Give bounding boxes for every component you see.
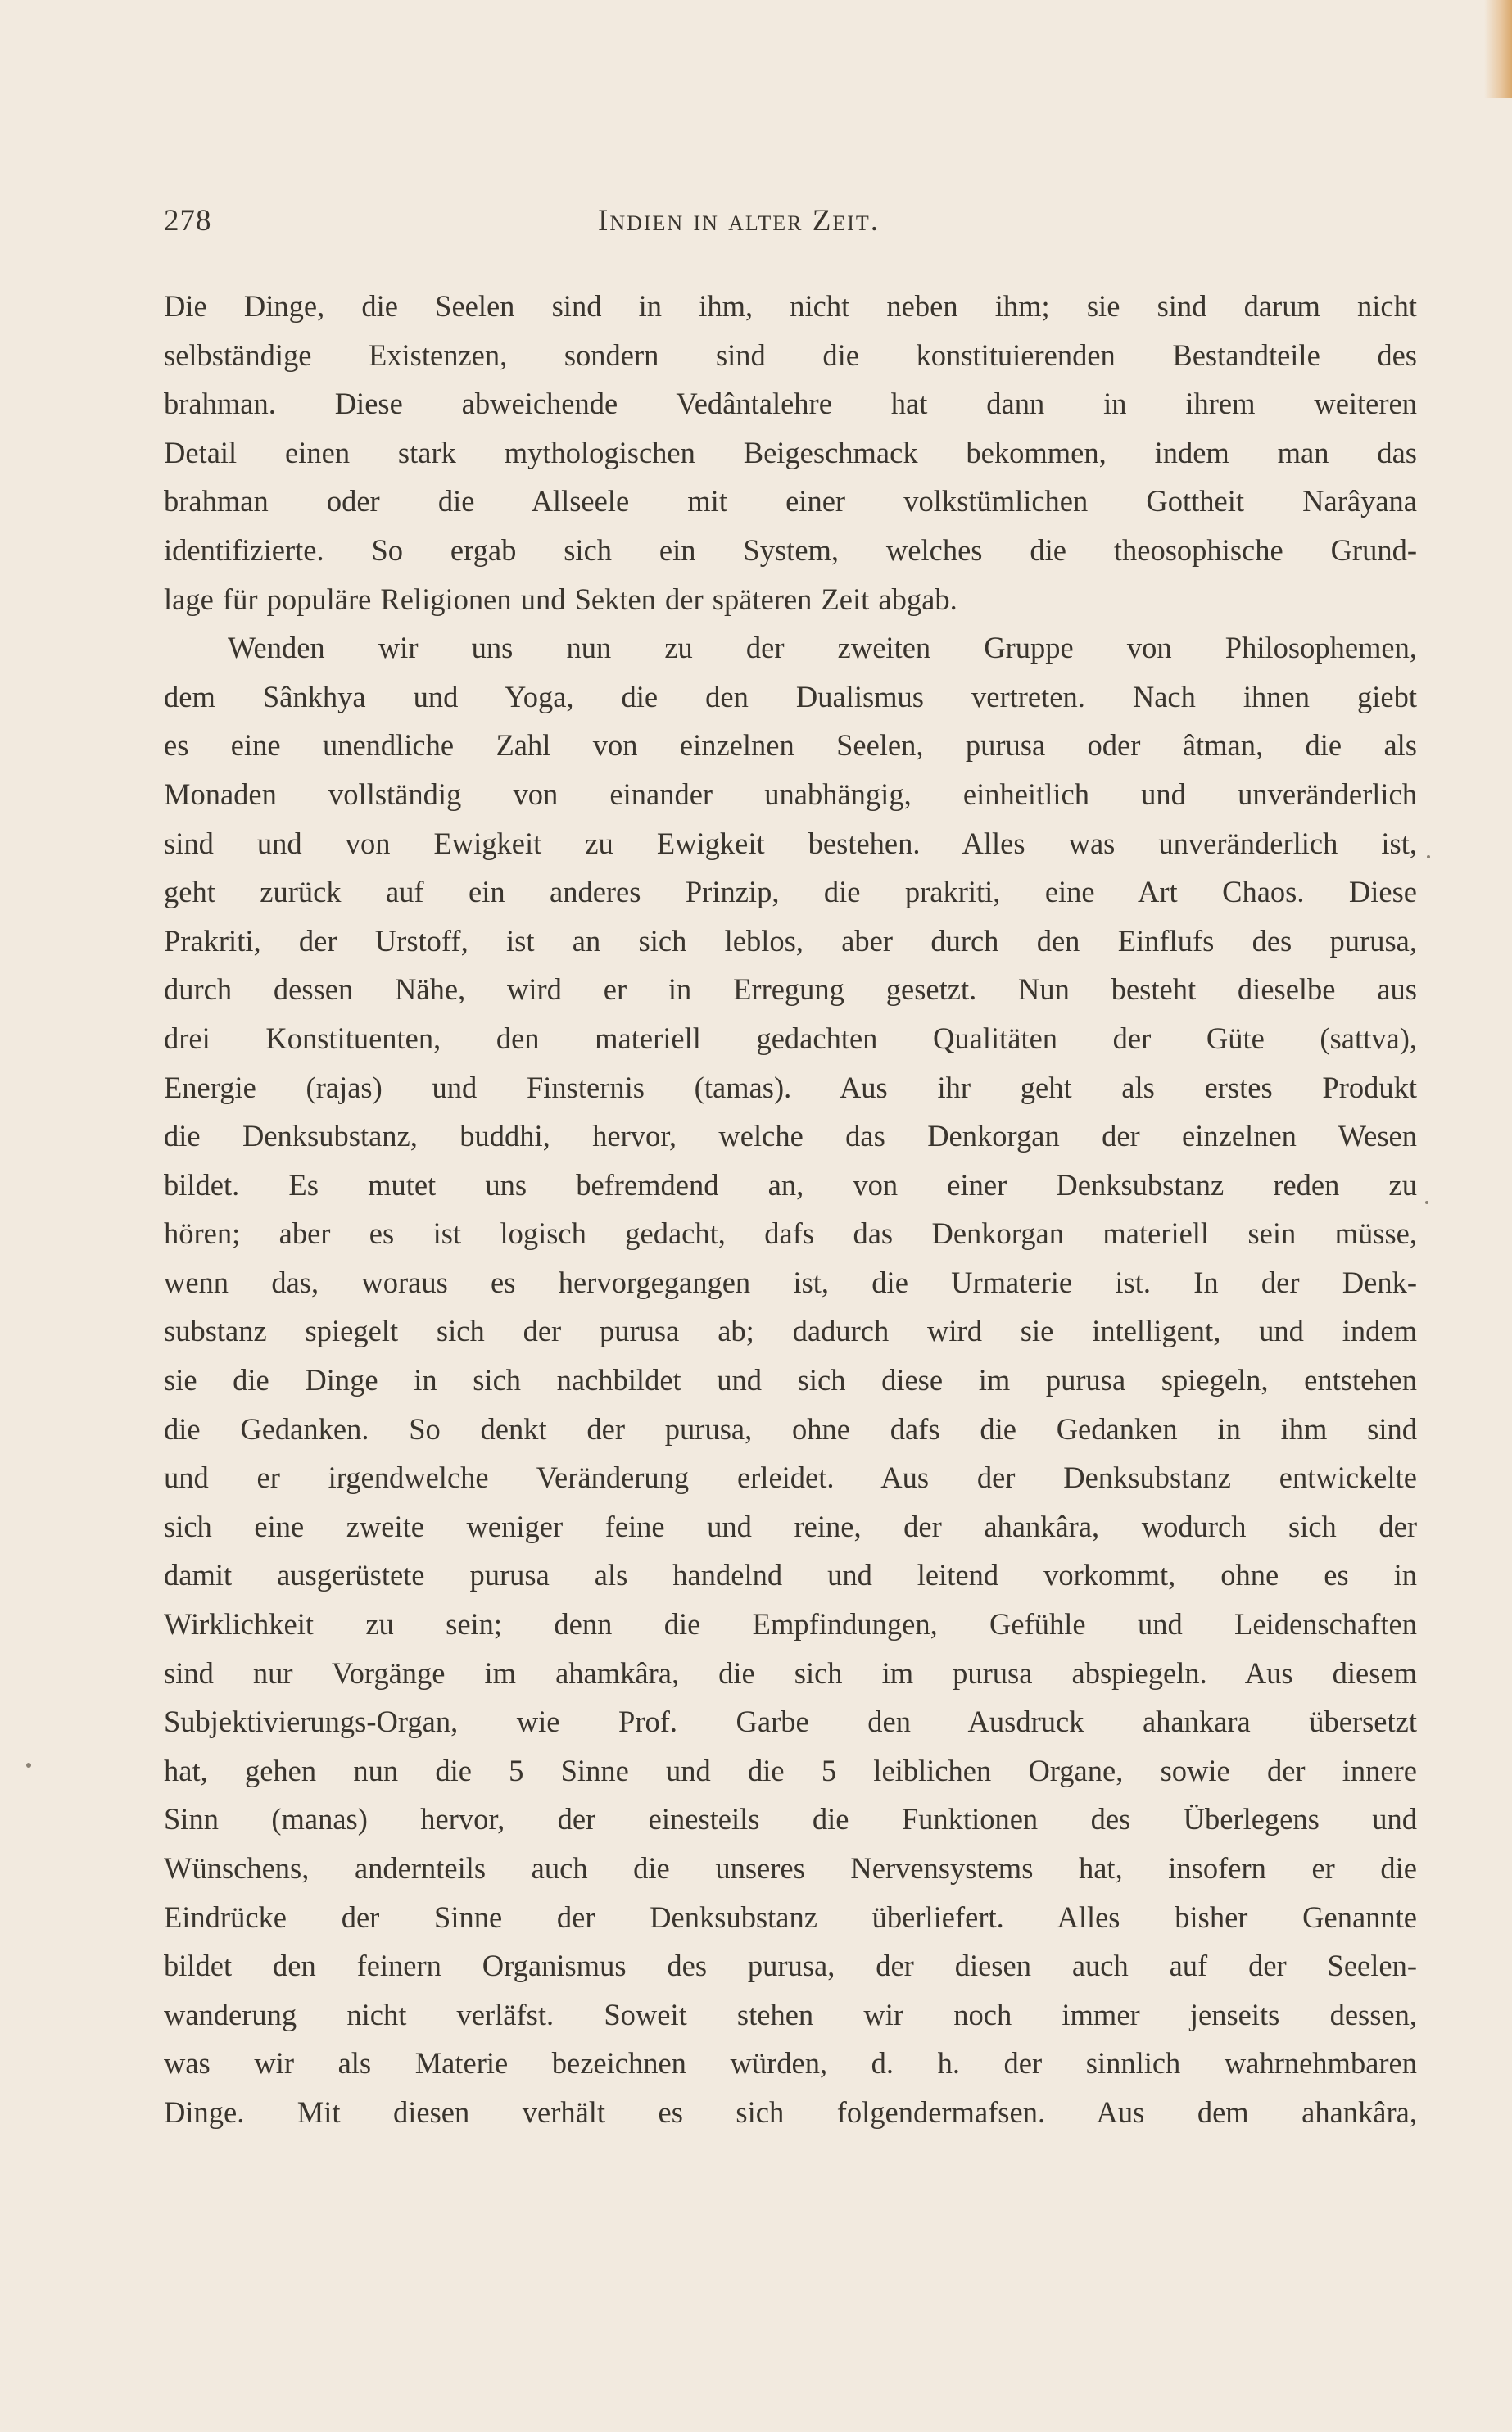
ink-speck xyxy=(1425,1201,1428,1204)
text-line: durch dessen Nähe, wird er in Erregung gesetzt. Nun besteht dieselbe aus xyxy=(164,972,1417,1007)
page-edge-stain xyxy=(1484,0,1512,98)
text-line: Dinge. Mit diesen verhält es sich folgendermafsen. Aus dem ahankâra, xyxy=(164,2095,1417,2129)
text-line: hören; aber es ist logisch gedacht, dafs das Denkorgan materiell sein müsse, xyxy=(164,1216,1417,1251)
text-line: Prakriti, der Urstoff, ist an sich leblos, aber durch den Einflufs des purusa, xyxy=(164,923,1417,958)
text-line: Wirklichkeit zu sein; denn die Empfindungen, Gefühle und Leidenschaften xyxy=(164,1607,1417,1642)
text-line: wenn das, woraus es hervorgegangen ist, die Urmaterie ist. In der Denk- xyxy=(164,1265,1417,1299)
body-text xyxy=(164,282,1417,2137)
running-head xyxy=(164,203,1417,244)
text-line: bildet. Es mutet uns befremdend an, von einer Denksubstanz reden zu xyxy=(164,1167,1417,1202)
text-line: Subjektivierungs-Organ, wie Prof. Garbe den Ausdruck ahankara übersetzt xyxy=(164,1705,1417,1739)
text-line: sie die Dinge in sich nachbildet und sich diese im purusa spiegeln, entstehen xyxy=(164,1363,1417,1397)
text-line: wanderung nicht verläfst. Soweit stehen wir noch immer jenseits dessen, xyxy=(164,1997,1417,2031)
text-line: damit ausgerüstete purusa als handelnd und leitend vorkommt, ohne es in xyxy=(164,1558,1417,1592)
text-line: geht zurück auf ein anderes Prinzip, die prakriti, eine Art Chaos. Diese xyxy=(164,875,1417,909)
text-line: Eindrücke der Sinne der Denksubstanz überliefert. Alles bisher Genannte xyxy=(164,1900,1417,1934)
text-line: selbständige Existenzen, sondern sind die konstituierenden Bestandteile des xyxy=(164,337,1417,372)
text-line: Wünschens, andernteils auch die unseres Nervensystems hat, insofern er die xyxy=(164,1851,1417,1885)
text-line: was wir als Materie bezeichnen würden, d. h. der sinnlich wahrnehmbaren xyxy=(164,2046,1417,2081)
text-line: es eine unendliche Zahl von einzelnen Seelen, purusa oder âtman, die als xyxy=(164,728,1417,763)
text-line: Energie (rajas) und Finsternis (tamas). Aus ihr geht als erstes Produkt xyxy=(164,1070,1417,1104)
text-line: sind nur Vorgänge im ahamkâra, die sich im purusa abspiegeln. Aus diesem xyxy=(164,1655,1417,1690)
text-line: brahman. Diese abweichende Vedântalehre hat dann in ihrem weiteren xyxy=(164,387,1417,421)
text-line: bildet den feinern Organismus des purusa, der diesen auch auf der Seelen- xyxy=(164,1949,1417,1983)
running-title: Indien in alter Zeit. xyxy=(598,204,880,238)
ink-speck xyxy=(26,1763,31,1768)
ink-speck xyxy=(1427,855,1430,858)
text-line: drei Konstituenten, den materiell gedachten Qualitäten der Güte (sattva), xyxy=(164,1021,1417,1055)
text-line: sich eine zweite weniger feine und reine, der ahankâra, wodurch sich der xyxy=(164,1509,1417,1543)
text-line: Detail einen stark mythologischen Beigeschmack bekommen, indem man das xyxy=(164,435,1417,469)
text-line: sind und von Ewigkeit zu Ewigkeit bestehen. Alles was unveränderlich ist, xyxy=(164,826,1417,860)
text-line: und er irgendwelche Veränderung erleidet. Aus der Denksubstanz entwickelte xyxy=(164,1461,1417,1495)
page-number: 278 xyxy=(164,204,212,238)
text-line: die Gedanken. So denkt der purusa, ohne dafs die Gedanken in ihm sind xyxy=(164,1411,1417,1446)
text-line: substanz spiegelt sich der purusa ab; dadurch wird sie intelligent, und indem xyxy=(164,1314,1417,1348)
text-line: hat, gehen nun die 5 Sinne und die 5 leiblichen Organe, sowie der innere xyxy=(164,1753,1417,1787)
text-line: Monaden vollständig von einander unabhängig, einheitlich und unveränderlich xyxy=(164,777,1417,811)
text-line: lage für populäre Religionen und Sekten der späteren Zeit abgab. xyxy=(164,582,957,616)
text-line: Die Dinge, die Seelen sind in ihm, nicht neben ihm; sie sind darum nicht xyxy=(164,289,1417,323)
text-line: brahman oder die Allseele mit einer volkstümlichen Gottheit Narâyana xyxy=(164,484,1417,519)
text-line: die Denksubstanz, buddhi, hervor, welche das Denkorgan der einzelnen Wesen xyxy=(164,1119,1417,1153)
text-line: Wenden wir uns nun zu der zweiten Gruppe von Philosophemen, xyxy=(228,631,1417,665)
text-line: Sinn (manas) hervor, der einesteils die Funktionen des Überlegens und xyxy=(164,1802,1417,1836)
text-line: identifizierte. So ergab sich ein System, welches die theosophische Grund- xyxy=(164,532,1417,567)
text-line: dem Sânkhya und Yoga, die den Dualismus vertreten. Nach ihnen giebt xyxy=(164,679,1417,713)
